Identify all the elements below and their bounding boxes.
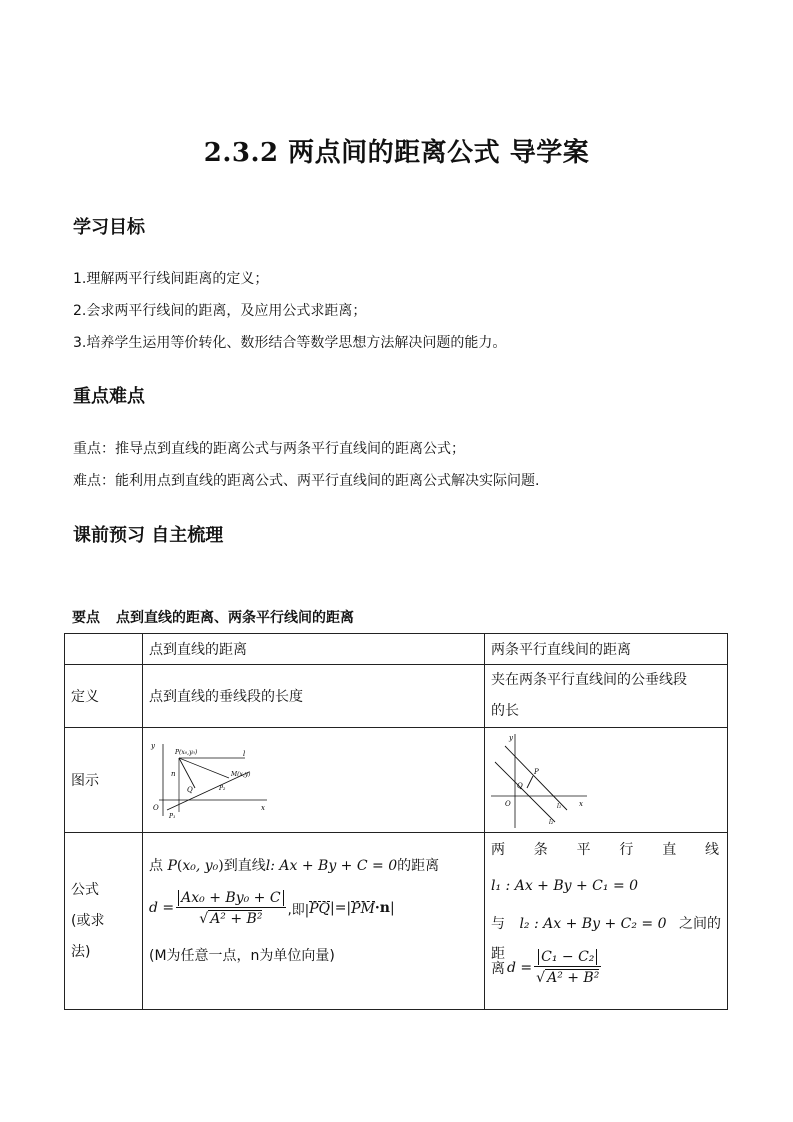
- row-formula: [65, 833, 728, 1010]
- label-p2: P₂: [219, 785, 226, 792]
- label-y: y: [151, 742, 155, 750]
- text-to-line: 到直线: [223, 858, 266, 874]
- math-l2-eq: l₂ : Ax + By + C₂ = 0: [519, 916, 667, 932]
- text-with: 与: [491, 916, 505, 932]
- label-x-right: x: [579, 800, 583, 808]
- label-l1: l₁: [557, 803, 562, 810]
- label-p: P(x₀,y₀): [175, 749, 198, 756]
- row-label-formula: [65, 833, 143, 1010]
- spread-word: 直: [662, 842, 677, 858]
- row-definition: [65, 665, 728, 728]
- fraction2-denominator: A² + B²: [547, 970, 600, 986]
- figure-point-line-cell: [143, 728, 485, 833]
- formula-distance: [149, 883, 478, 933]
- text-dot-n: ·n: [374, 900, 390, 916]
- label-m: M(x,y): [231, 771, 251, 778]
- label-p1: P₁: [169, 813, 176, 820]
- math-p: P: [167, 858, 177, 874]
- formula-parallel-distance: [491, 949, 721, 986]
- math-p-coords: x₀, y₀: [182, 858, 219, 874]
- goal-item-2: 2.会求两平行线间的距离，及应用公式求距离；: [73, 303, 367, 319]
- spread-word: 条: [533, 842, 548, 858]
- math-l: l: [265, 858, 271, 874]
- caption-key: 要点: [72, 610, 100, 626]
- spread-word: 线: [704, 842, 719, 858]
- formula-label-1: 公式: [71, 881, 99, 898]
- row-figure: [65, 728, 728, 833]
- math-line-eq: : Ax + By + C = 0: [270, 858, 398, 874]
- header-point-line: 点到直线的距离: [143, 634, 485, 665]
- label-q: Q: [187, 786, 193, 794]
- formula-parallel-cell: [485, 833, 728, 1010]
- goal-item-1: 1.理解两平行线间距离的定义；: [73, 271, 269, 287]
- text-eq-mid: |=|: [329, 900, 352, 916]
- parallel-lines-diagram: [489, 730, 589, 830]
- page-title: 2.3.2 两点间的距离公式 导学案: [203, 138, 590, 168]
- section-heading-focus: 重点难点: [73, 386, 145, 407]
- spread-word: 两: [491, 842, 505, 858]
- fraction-denominator: A² + B²: [210, 910, 263, 927]
- segment-pq: [179, 758, 195, 788]
- table-caption: [72, 607, 354, 627]
- figure-parallel-cell: [485, 728, 728, 833]
- focus-item-difficulty: 难点：能利用点到直线的距离公式、两平行直线间的距离公式解决实际问题.: [73, 473, 540, 489]
- line-l1: [495, 762, 555, 822]
- focus-item-key: 重点：推导点到直线的距离公式与两条平行直线间的距离公式；: [73, 441, 465, 457]
- formula-point-statement: 点 P(x₀, y₀)到直线l: Ax + By + C = 0的距离: [149, 858, 440, 874]
- label-x: x: [261, 804, 265, 812]
- text-distance: 的距离: [397, 858, 440, 874]
- vector-pm: PM: [351, 900, 375, 917]
- formula-point-line-cell: [143, 833, 485, 1010]
- row-label-definition: 定义: [65, 665, 143, 728]
- math-d2: d =: [507, 959, 533, 976]
- fraction2-numerator: C₁ − C₂: [538, 949, 597, 965]
- spread-word: 行: [619, 842, 634, 858]
- label-y-right: y: [509, 734, 513, 742]
- formula-label-2: (或求: [71, 912, 105, 929]
- text-dist-prefix: 离: [491, 960, 505, 977]
- spread-text: [491, 839, 719, 869]
- distance-fraction: $\frac{\text{Ax₀ + By₀ + C}}{\text{√ A² + B²}}$: [176, 890, 285, 927]
- vector-pq: PQ: [309, 900, 330, 917]
- math-d: d =: [149, 900, 175, 916]
- goal-item-3: 3.培养学生运用等价转化、数形结合等数学思想方法解决问题的能力。: [73, 335, 507, 351]
- header-parallel-lines: 两条平行直线间的距离: [485, 634, 728, 665]
- spread-word: 平: [576, 842, 591, 858]
- label-o-right: O: [505, 800, 511, 808]
- formula-note: (M为任意一点，n为单位向量): [149, 948, 335, 964]
- text-then: ,即|: [287, 902, 310, 918]
- table-header-row: [65, 634, 728, 665]
- label-o: O: [153, 804, 159, 812]
- math-l1-eq: l₁ : Ax + By + C₁ = 0: [491, 878, 639, 894]
- row-label-figure: 图示: [65, 728, 143, 833]
- perpendicular-pq: [527, 776, 533, 788]
- header-cell-empty: [65, 634, 143, 665]
- text-between: 之间的距: [491, 916, 721, 962]
- definition-parallel-line-1: 夹在两条平行直线间的公垂线段: [491, 672, 687, 688]
- point-line-diagram: [149, 740, 269, 820]
- definition-point-line: 点到直线的垂线段的长度: [143, 665, 485, 728]
- parallel-distance-fraction: $\frac{\text{C₁ − C₂}}{\text{√ A² + B²}}$: [536, 949, 600, 986]
- label-n: n: [171, 770, 176, 778]
- fraction-numerator: Ax₀ + By₀ + C: [178, 890, 283, 906]
- text-point: 点: [149, 858, 163, 874]
- label-l2: l₂: [549, 819, 554, 826]
- segment-pm: [179, 758, 229, 778]
- formula-label-3: 法): [71, 943, 91, 960]
- definition-parallel-line-2: 的长: [491, 703, 519, 719]
- section-heading-goals: 学习目标: [73, 217, 145, 238]
- definition-parallel-lines: [485, 665, 728, 728]
- section-heading-preview: 课前预习 自主梳理: [73, 525, 224, 546]
- caption-text: 点到直线的距离、两条平行线间的距离: [116, 610, 354, 626]
- label-l: l: [243, 750, 246, 758]
- label-p-right: P: [534, 768, 539, 776]
- label-q-right: Q: [517, 782, 523, 790]
- text-bar-end: |: [389, 900, 395, 916]
- line-l2: [505, 746, 567, 810]
- distance-table: [64, 633, 728, 1010]
